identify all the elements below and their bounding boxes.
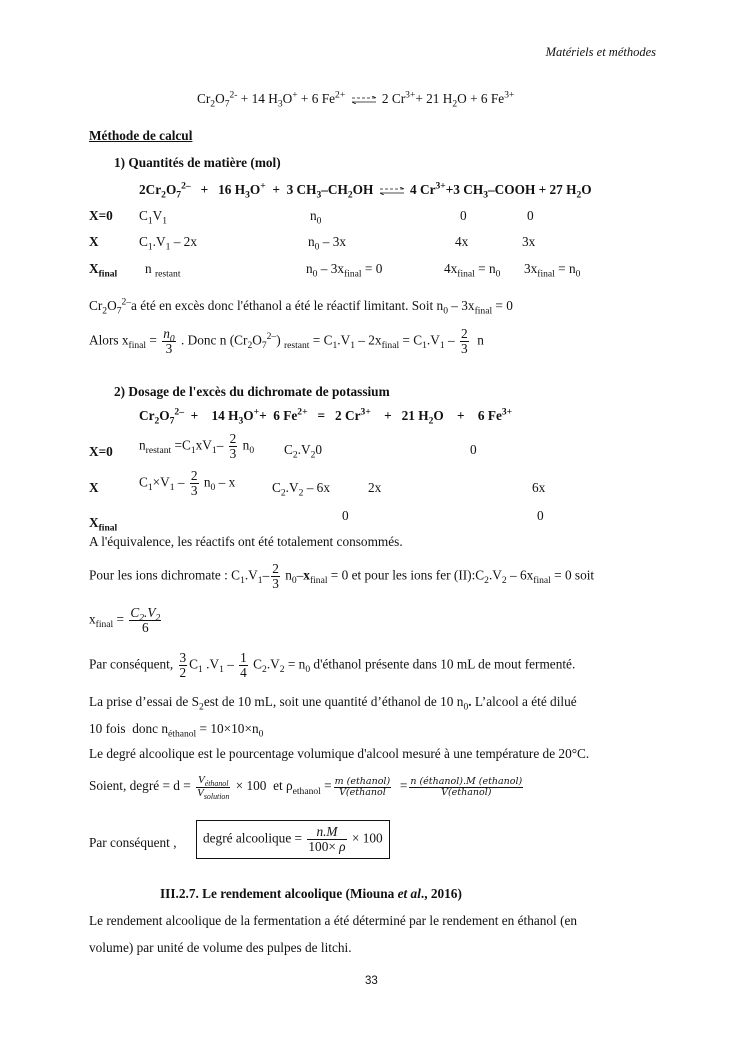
xfinal-equation: $x_{final}$ = $\frac{C_2.V_2}{6}$ xyxy=(89,605,161,635)
paragraph-par-consequent2: Par conséquent , xyxy=(89,835,177,850)
paragraph-equivalence: A l'équivalence, les réactifs ont été totalement consommés. xyxy=(89,534,403,549)
running-header: Matériels et méthodes xyxy=(545,45,656,59)
paragraph-rendement-2: volume) par unité de volume des pulpes de litchi. xyxy=(89,940,352,955)
paragraph-rendement-1: Le rendement alcoolique de la fermentation a été déterminé par le rendement en éthanol (en xyxy=(89,913,578,928)
cell: $3x_{final} = n_0$ xyxy=(524,261,581,280)
degre-alcoolique-box: degré alcoolique = $\frac{n.M}{100\times \rho}$ × 100 xyxy=(196,820,390,859)
page-number: 33 xyxy=(365,975,378,987)
cell: 0 xyxy=(537,508,544,523)
row-label-x0: X=0 xyxy=(89,444,113,459)
cell: $n_0$ xyxy=(310,208,322,227)
row-label-xfinal: $X_{final}$ xyxy=(89,261,118,280)
paragraph-alors: Alors $x_{final}$ = $\frac{n_0}{3}$ . Donc n $(Cr_2O_7^{2-}) _{restant} = C_1.V_1 - 2x_{final} = C_1.V_1$ – $\frac{2}{3}$ n xyxy=(89,326,484,356)
part2-equation: $Cr_2O_7^{2-}$ + 14 $H_3O^++ 6$ $Fe^{2+} = 2$ $Cr^{3+}$ + 21 $H_2O$ + 6 $Fe^{3+}$ xyxy=(139,406,513,427)
paragraph-soient: Soient, degré = d = $\frac{V_{éthanol}}{V_{solution}}$ × 100 et $\rho_{ethanol}$ = $\frac{\text{m (ethanol)}}{\text{V(ethanol}}$ = $\frac{\text{n (éthanol).M (ethanol)}}{\text{V(ethanol)}}$ xyxy=(89,774,523,801)
cell: $C_1.V_1 - 2x$ xyxy=(139,234,197,253)
paragraph-dilue: 10 fois donc $n_{éthanol} = 10\times 10\times n_0$ xyxy=(89,721,264,740)
part1-title: 1) Quantités de matière (mol) xyxy=(114,155,281,170)
cell: $4x_{final} = n_0$ xyxy=(444,261,501,280)
main-equation: $Cr_2O_7^{2-} + 14$ $H_3O^+ + 6$ $Fe^{2+}$ 2 $Cr^{3+}+ 21$ $H_2O + 6$ $Fe^{3+}$ xyxy=(197,89,515,110)
cell: 2x xyxy=(368,480,382,495)
cell: 4x xyxy=(455,234,469,249)
cell: 0 xyxy=(470,442,477,457)
cell: n $_{restant}$ xyxy=(145,261,181,280)
cell: 0 xyxy=(527,208,534,223)
paragraph-degre-def: Le degré alcoolique est le pourcentage volumique d'alcool mesuré à une température de 20°C. xyxy=(89,746,590,761)
cell: 3x xyxy=(522,234,536,249)
section-title-rendement: III.2.7. Le rendement alcoolique (Miouna et al., 2016) xyxy=(160,886,462,901)
row-label-x0: X=0 xyxy=(89,208,113,223)
section-title-methode: Méthode de calcul xyxy=(89,128,193,143)
cell: 0 xyxy=(460,208,467,223)
paragraph-prise-essai: La prise d’essai de $S_2est$ de 10 mL, soit une quantité d’éthanol de 10 $n_0$. L’alcool a été dilué xyxy=(89,694,577,713)
cell: $C_1V_1$ xyxy=(139,208,168,227)
cell: $n_{restant} =C_1xV_1-$ $\frac{2}{3}$ $n_0$ xyxy=(139,431,255,461)
row-label-x: X xyxy=(89,234,99,249)
row-label-x: X xyxy=(89,480,99,495)
equilibrium-arrow-icon xyxy=(380,187,404,195)
cell: $C_1\times V_1$ – $\frac{2}{3}$ $n_0$ – x xyxy=(139,468,236,498)
equilibrium-arrow-icon xyxy=(352,96,376,104)
cell: $C_2.V_2 - 6x$ xyxy=(272,480,330,499)
paragraph-excess: $Cr_2O_7^{2-}a$ été en excès donc l'éthanol a été le réactif limitant. Soit $n_0 - 3x_{final} = 0$ xyxy=(89,296,513,317)
paragraph-pour-ions: Pour les ions dichromate : $C_1.V_1-$ $\frac{2}{3}$ $n_0-x_{final} = 0$ et pour les ions fer $(II):C_2.V_2 - 6x_{final} = 0$ soit xyxy=(89,561,595,591)
cell: $n_0 - 3x$ xyxy=(308,234,347,253)
paragraph-par-consequent: Par conséquent, $\frac{3}{2}$ $C_1$ $.V_1$ – $\frac{1}{4}$ $C_2.V_2 = n_0$ d'éthanol présente dans 10 mL de mout fermenté. xyxy=(89,650,576,680)
cell: $n_0 - 3x_{final} = 0$ xyxy=(306,261,383,280)
part1-equation: $2Cr_2O_7^{2-} + 16$ $H_3O^+ + 3$ $CH_3-CH_2OH$ 4 $Cr^{3+}+3$ $CH_3$–COOH + 27 $H_2O$ xyxy=(139,180,592,201)
cell: 6x xyxy=(532,480,546,495)
cell: 0 xyxy=(342,508,349,523)
part2-title: 2) Dosage de l'excès du dichromate de potassium xyxy=(114,384,390,399)
row-label-xfinal: $X_{final}$ xyxy=(89,515,118,534)
cell: $C_2.V_20$ xyxy=(284,442,323,461)
